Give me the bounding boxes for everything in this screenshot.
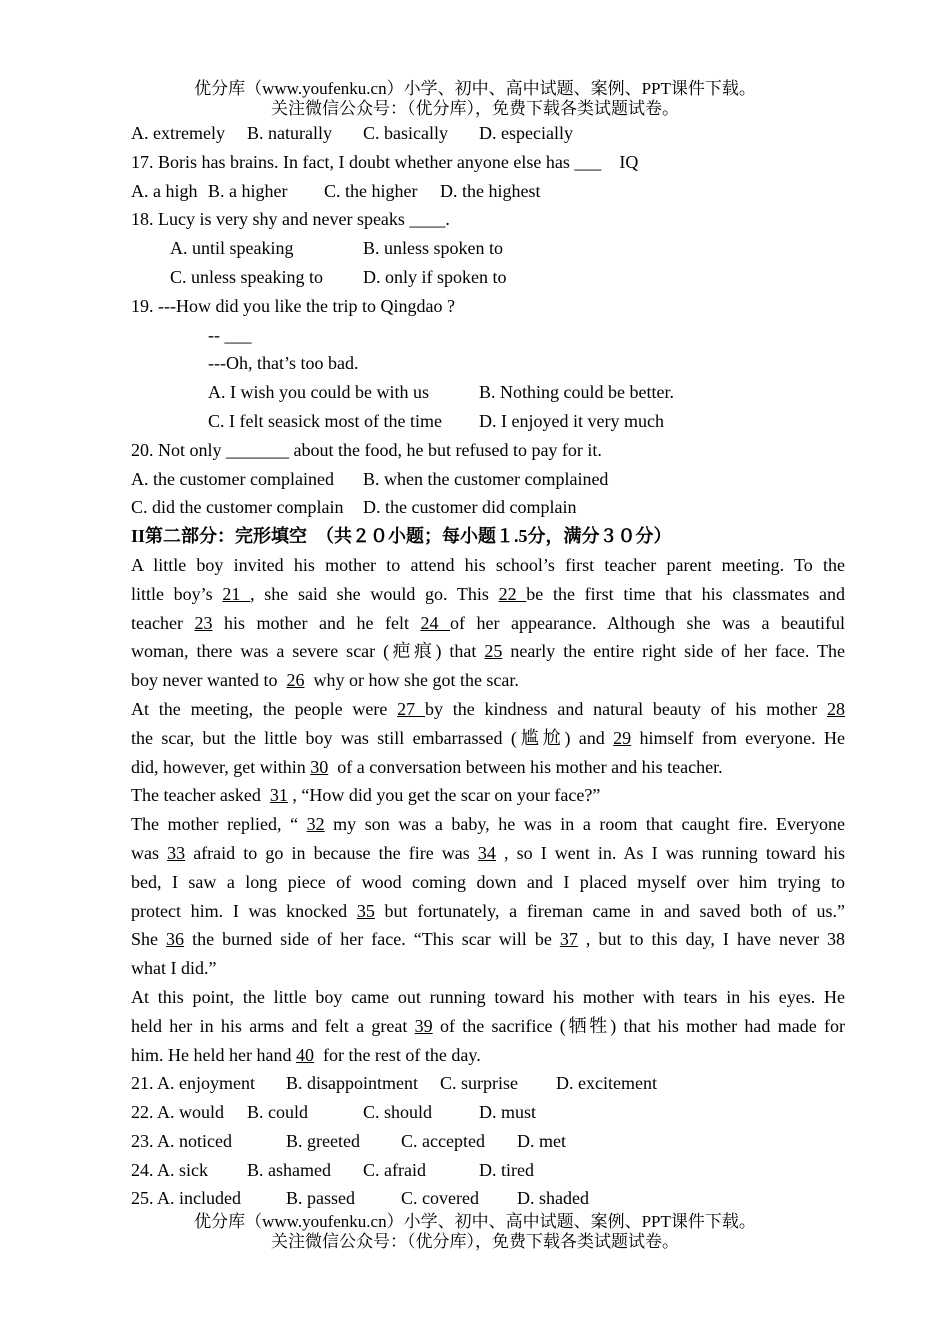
- passage-line: [131, 925, 845, 954]
- passage-text: what I did.”: [131, 958, 217, 979]
- q21-option-a: 21. A. enjoyment: [131, 1073, 255, 1094]
- passage-text: by the kindness and natural beauty of his mother: [424, 698, 828, 719]
- passage-line: [131, 839, 845, 868]
- q16-option-d: D. especially: [479, 123, 573, 143]
- q20-option-b: B. when the customer complained: [363, 468, 609, 489]
- passage-text: himself from everyone. He: [631, 727, 845, 748]
- q19-dialog-line-3: [131, 349, 845, 378]
- q19-reply: ---Oh, that’s too bad.: [208, 353, 359, 374]
- section-2-title: II第二部分：完形填空 （共２０小题；每小题１.5分，满分３０分）: [131, 526, 672, 547]
- passage-text: my son was a baby, he was in a room that caught fire. Everyone: [324, 814, 845, 835]
- header-line-2: 关注微信公众号：（优分库），免费下载各类试题试卷。: [271, 99, 679, 118]
- q21-option-b: B. disappointment: [286, 1073, 418, 1094]
- q20-option-c: C. did the customer complain: [131, 497, 344, 518]
- q21-option-c: C. surprise: [440, 1073, 518, 1094]
- q18-option-b: B. unless spoken to: [363, 238, 504, 259]
- footer-line-1: 优分库（www.youfenku.cn）小学、初中、高中试题、案例、PPT课件下载。: [194, 1212, 756, 1231]
- q17-option-a: A. a high: [131, 180, 198, 201]
- passage-text: of a conversation between his mother and his teacher.: [328, 756, 723, 777]
- passage-line: [131, 954, 845, 983]
- passage-text: At this point, the little boy came out running toward his mother with tears in his eyes. He: [131, 986, 845, 1007]
- passage-text: woman, there was a severe scar (疤痕) that: [131, 641, 485, 662]
- q17-option-c: C. the higher: [324, 180, 418, 201]
- passage-line: [131, 551, 845, 580]
- blank-29: 29: [613, 727, 632, 748]
- q18-options-ab: [131, 234, 845, 263]
- q19-option-d: D. I enjoyed it very much: [479, 410, 664, 431]
- q17-option-d: D. the highest: [440, 180, 541, 201]
- q23-option-d: D. met: [517, 1130, 566, 1151]
- passage-text: but fortunately, a fireman came in and saved both of us.”: [374, 900, 845, 921]
- exam-content: [131, 119, 845, 1213]
- blank-39: 39: [414, 1015, 433, 1036]
- passage-text: his mother and he felt: [212, 612, 421, 633]
- blank-31: 31: [269, 785, 288, 806]
- passage-line: [131, 1012, 845, 1041]
- q20-option-d: D. the customer did complain: [363, 497, 577, 518]
- passage-line: [131, 897, 845, 926]
- passage-text: the scar, but the little boy was still embarrassed (尴尬) and: [131, 727, 614, 748]
- page-header: [0, 79, 950, 119]
- q25-option-b: B. passed: [286, 1188, 355, 1209]
- q24-option-c: C. afraid: [363, 1159, 426, 1180]
- q19-response-blank: -- ___: [208, 324, 252, 345]
- blank-35: 35: [356, 900, 375, 921]
- passage-text: At the meeting, the people were: [131, 698, 398, 719]
- blank-28: 28: [827, 698, 846, 719]
- q20-stem: 20. Not only _______ about the food, he but refused to pay for it.: [131, 439, 602, 460]
- q22-option-d: D. must: [479, 1102, 537, 1123]
- q18-option-d: D. only if spoken to: [363, 266, 507, 287]
- q25-options: [131, 1184, 845, 1213]
- passage-line: [131, 695, 845, 724]
- q24-option-d: D. tired: [479, 1159, 534, 1180]
- passage-line: [131, 724, 845, 753]
- q16-option-a: A. extremely: [131, 123, 225, 143]
- blank-33: 33: [167, 842, 186, 863]
- passage-text: him. He held her hand: [131, 1044, 296, 1065]
- q18-options-cd: [131, 263, 845, 292]
- q20-options-cd: [131, 493, 845, 522]
- blank-37: 37: [559, 929, 578, 950]
- passage-line: [131, 753, 845, 782]
- passage-text: boy never wanted to: [131, 670, 287, 691]
- passage-line: [131, 1041, 845, 1070]
- passage-line: [131, 609, 845, 638]
- blank-21: 21: [222, 583, 251, 604]
- passage-text: of the sacrifice (牺牲) that his mother had made for: [432, 1015, 845, 1036]
- passage-text: nearly the entire right side of her face. The: [502, 641, 845, 662]
- blank-30: 30: [310, 756, 329, 777]
- blank-26: 26: [286, 670, 305, 691]
- q19-stem: 19. ---How did you like the trip to Qingdao ?: [131, 295, 455, 316]
- q21-option-d: D. excitement: [556, 1073, 657, 1094]
- q18-stem: 18. Lucy is very shy and never speaks ____.: [131, 209, 450, 230]
- q20-options-ab: [131, 465, 845, 494]
- q25-option-d: D. shaded: [517, 1188, 589, 1209]
- passage-line: [131, 580, 845, 609]
- q24-options: [131, 1156, 845, 1185]
- q21-options: [131, 1069, 845, 1098]
- q17-stem: 17. Boris has brains. In fact, I doubt whether anyone else has ___ IQ: [131, 151, 639, 172]
- q25-option-c: C. covered: [401, 1188, 479, 1209]
- passage-text: She: [131, 929, 167, 950]
- passage-text: for the rest of the day.: [313, 1044, 481, 1065]
- passage-line: [131, 868, 845, 897]
- q22-option-a: 22. A. would: [131, 1102, 225, 1123]
- passage-line: [131, 983, 845, 1012]
- blank-40: 40: [295, 1044, 314, 1065]
- blank-34: 34: [477, 842, 496, 863]
- passage-text: A little boy invited his mother to attend his school’s first teacher parent meeting. To the: [131, 554, 845, 575]
- q23-options: [131, 1127, 845, 1156]
- blank-32: 32: [306, 814, 325, 835]
- q19-options-cd: [131, 407, 845, 436]
- passage-text: afraid to go in because the fire was: [185, 842, 478, 863]
- q20-option-a: A. the customer complained: [131, 468, 334, 489]
- passage-line: [131, 666, 845, 695]
- passage-text: did, however, get within: [131, 756, 311, 777]
- q24-option-a: 24. A. sick: [131, 1159, 209, 1180]
- q19-options-ab: [131, 378, 845, 407]
- passage-text: the burned side of her face. “This scar will be: [184, 929, 560, 950]
- footer-line-2: 关注微信公众号：（优分库），免费下载各类试题试卷。: [271, 1232, 679, 1251]
- q17-option-b: B. a higher: [208, 180, 288, 201]
- blank-22: 22: [498, 583, 527, 604]
- header-line-1: 优分库（www.youfenku.cn）小学、初中、高中试题、案例、PPT课件下载。: [194, 79, 756, 98]
- q23-option-b: B. greeted: [286, 1130, 360, 1151]
- blank-36: 36: [166, 929, 185, 950]
- q16-options: [131, 119, 845, 148]
- passage-text: , she said she would go. This: [250, 583, 499, 604]
- passage-line: [131, 810, 845, 839]
- q24-option-b: B. ashamed: [247, 1159, 331, 1180]
- passage-text: little boy’s: [131, 583, 223, 604]
- passage-text: of her appearance. Although she was a beautiful: [450, 612, 845, 633]
- passage-text: The mother replied, “: [131, 814, 307, 835]
- q23-option-a: 23. A. noticed: [131, 1130, 232, 1151]
- q18-option-a: A. until speaking: [170, 238, 294, 259]
- passage-text: The teacher asked: [131, 785, 270, 806]
- page-footer: [0, 1212, 950, 1252]
- q19-option-a: A. I wish you could be with us: [208, 382, 429, 403]
- passage-text: held her in his arms and felt a great: [131, 1015, 415, 1036]
- blank-27: 27: [397, 698, 425, 719]
- passage-text: , so I went in. As I was running toward his: [495, 842, 845, 863]
- q17-options: [131, 177, 845, 206]
- q25-option-a: 25. A. included: [131, 1188, 241, 1209]
- q22-option-c: C. should: [363, 1102, 433, 1123]
- q18-option-c: C. unless speaking to: [170, 266, 323, 287]
- passage-text: be the first time that his classmates and: [526, 583, 846, 604]
- blank-23: 23: [194, 612, 213, 633]
- q22-options: [131, 1098, 845, 1127]
- q19-option-b: B. Nothing could be better.: [479, 382, 674, 403]
- q22-option-b: B. could: [247, 1102, 308, 1123]
- passage-text: why or how she got the scar.: [304, 670, 519, 691]
- passage-text: , but to this day, I have never 38: [577, 929, 845, 950]
- q23-option-c: C. accepted: [401, 1130, 485, 1151]
- blank-25: 25: [484, 641, 503, 662]
- passage-text: was: [131, 842, 168, 863]
- blank-24: 24: [420, 612, 451, 633]
- passage-line: [131, 781, 845, 810]
- passage-text: , “How did you get the scar on your face?”: [287, 785, 601, 806]
- q19-option-c: C. I felt seasick most of the time: [208, 410, 442, 431]
- passage-text: bed, I saw a long piece of wood coming down and I placed myself over him trying to: [131, 871, 845, 892]
- passage-text: teacher: [131, 612, 195, 633]
- q16-option-b: B. naturally: [247, 123, 332, 143]
- q16-option-c: C. basically: [363, 123, 448, 143]
- passage-text: protect him. I was knocked: [131, 900, 357, 921]
- q19-dialog-line-2: [131, 321, 845, 350]
- passage-line: [131, 637, 845, 666]
